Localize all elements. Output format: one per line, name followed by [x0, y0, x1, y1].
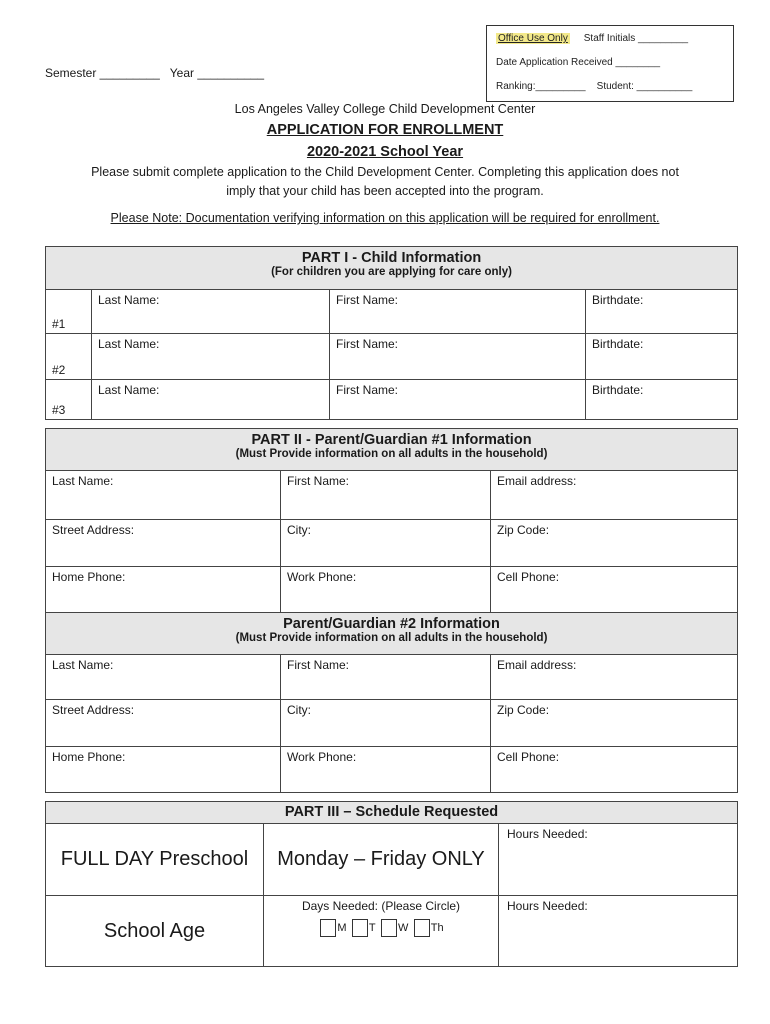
school-age-label: School Age — [46, 896, 264, 967]
guardian2-email[interactable]: Email address: — [491, 655, 738, 700]
school-age-hours-needed[interactable]: Hours Needed: — [499, 896, 738, 967]
part1-title: PART I - Child Information — [301, 250, 482, 266]
part2-title: PART II - Parent/Guardian #1 Information — [251, 432, 532, 448]
part1-subtitle: (For children you are applying for care only) — [271, 266, 512, 278]
guardian1-cell-phone[interactable]: Cell Phone: — [491, 567, 738, 613]
full-day-hours-needed[interactable]: Hours Needed: — [499, 824, 738, 896]
guardian1-home-phone[interactable]: Home Phone: — [46, 567, 281, 613]
wednesday-label: W — [398, 922, 409, 934]
student-field[interactable]: Student: __________ — [596, 81, 693, 92]
thursday-label: Th — [430, 922, 444, 934]
monday-checkbox[interactable] — [320, 919, 336, 937]
tuesday-checkbox[interactable] — [352, 919, 368, 937]
child-2-first-name[interactable]: First Name: — [330, 334, 586, 380]
org-name: Los Angeles Valley College Child Development Center — [234, 102, 536, 116]
child-number: #1 — [46, 290, 92, 334]
guardian2-subtitle: (Must Provide information on all adults in the household) — [235, 632, 548, 644]
guardian2-zip[interactable]: Zip Code: — [491, 700, 738, 747]
form-title: APPLICATION FOR ENROLLMENT — [266, 122, 504, 138]
documentation-note: Please Note: Documentation verifying information on this application will be required for enrollment. — [110, 211, 660, 225]
instructions-line-1: Please submit complete application to the Child Development Center. Completing this application does not — [91, 165, 679, 179]
part3-title: PART III – Schedule Requested — [284, 804, 499, 820]
day-checkboxes — [270, 919, 492, 937]
instructions-line-2: imply that your child has been accepted into the program. — [226, 184, 544, 198]
days-needed-label: Days Needed: (Please Circle) — [301, 899, 461, 913]
child-1-first-name[interactable]: First Name: — [330, 290, 586, 334]
semester-year-line — [45, 66, 264, 80]
child-row-3 — [46, 380, 738, 420]
tuesday-label: T — [368, 922, 376, 934]
child-row-2 — [46, 334, 738, 380]
child-3-birthdate[interactable]: Birthdate: — [586, 380, 738, 420]
guardian2-city[interactable]: City: — [281, 700, 491, 747]
guardian1-first-name[interactable]: First Name: — [281, 471, 491, 520]
child-1-birthdate[interactable]: Birthdate: — [586, 290, 738, 334]
guardian2-header — [46, 613, 738, 655]
child-3-first-name[interactable]: First Name: — [330, 380, 586, 420]
days-needed-cell — [264, 896, 499, 967]
guardian2-cell-phone[interactable]: Cell Phone: — [491, 747, 738, 793]
wednesday-checkbox[interactable] — [381, 919, 397, 937]
child-1-last-name[interactable]: Last Name: — [92, 290, 330, 334]
office-use-box — [486, 25, 734, 102]
thursday-checkbox[interactable] — [414, 919, 430, 937]
guardian2-title: Parent/Guardian #2 Information — [283, 616, 500, 632]
year-field[interactable]: Year __________ — [169, 66, 265, 80]
office-use-label: Office Use Only — [498, 33, 568, 44]
child-number: #3 — [46, 380, 92, 420]
part1-table — [45, 246, 738, 420]
guardian1-zip[interactable]: Zip Code: — [491, 520, 738, 567]
child-number: #2 — [46, 334, 92, 380]
part2-header — [46, 429, 738, 471]
guardian1-last-name[interactable]: Last Name: — [46, 471, 281, 520]
guardian1-city[interactable]: City: — [281, 520, 491, 567]
monday-friday-label: Monday – Friday ONLY — [264, 824, 499, 896]
part2-table — [45, 428, 738, 793]
guardian2-first-name[interactable]: First Name: — [281, 655, 491, 700]
child-2-last-name[interactable]: Last Name: — [92, 334, 330, 380]
guardian1-work-phone[interactable]: Work Phone: — [281, 567, 491, 613]
staff-initials-field[interactable]: Staff Initials _________ — [583, 33, 689, 44]
part3-table — [45, 801, 738, 967]
child-3-last-name[interactable]: Last Name: — [92, 380, 330, 420]
child-2-birthdate[interactable]: Birthdate: — [586, 334, 738, 380]
guardian2-work-phone[interactable]: Work Phone: — [281, 747, 491, 793]
part3-header — [46, 802, 738, 824]
date-received-field[interactable]: Date Application Received ________ — [496, 57, 661, 68]
child-row-1 — [46, 290, 738, 334]
guardian1-email[interactable]: Email address: — [491, 471, 738, 520]
full-day-preschool-label: FULL DAY Preschool — [46, 824, 264, 896]
school-year: 2020-2021 School Year — [306, 144, 464, 160]
guardian2-street[interactable]: Street Address: — [46, 700, 281, 747]
semester-field[interactable]: Semester _________ — [45, 66, 160, 80]
ranking-field[interactable]: Ranking:_________ — [496, 81, 586, 92]
guardian2-last-name[interactable]: Last Name: — [46, 655, 281, 700]
part1-header — [46, 247, 738, 290]
part2-subtitle: (Must Provide information on all adults in the household) — [235, 448, 548, 460]
guardian1-street[interactable]: Street Address: — [46, 520, 281, 567]
monday-label: M — [337, 922, 347, 934]
guardian2-home-phone[interactable]: Home Phone: — [46, 747, 281, 793]
